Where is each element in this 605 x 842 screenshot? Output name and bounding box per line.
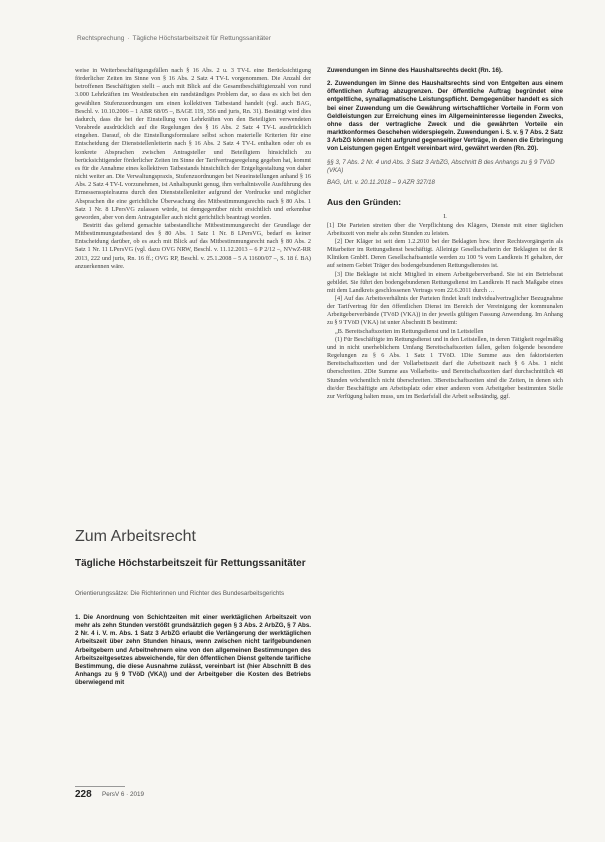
article-subtitle: Orientierungssätze: Die Richterinnen und Richter des Bundesarbeitsgerichts (75, 590, 285, 597)
grounds-heading: Aus den Gründen: (327, 196, 402, 207)
body-paragraph: Bestritt das geltend gemachte tatbestandliche Mitbestimmungsrecht der Grundlage der Mitbestimmungstatbestand des § 80 Abs. 1 Satz 1 Nr. 8 LPersVG, bedarf es keiner Entscheidung darüber, ob es auch mit Blick auf das Mitbestimmungsrecht nach § 80 Abs. 2 Satz 1 Nr. 11 LPersVG (vgl. dazu OVG NRW, Beschl. v. 11.12.2013 – 6 P 2/12 –, NVwZ-RR 2013, 222 und juris, Rn. 16 ff.; OVG RP, Beschl. v. 25.1.2008 – 5 A 11600/07 –, S. 18 f. BA) anzuerkennen wäre. (75, 221, 311, 270)
headnote-1: 1. Die Anordnung von Schichtzeiten mit einer werktäglichen Arbeitszeit von mehr als zehn Stunden verstößt grundsätzlich gegen § 3 Abs. 2 ArbZG, § 7 Abs. 2 Nr. 4 i. V. m. Abs. 1 Satz 3 ArbZG erlaubt die Verlängerung der werktäglichen Arbeitszeit über zehn Stunden hinaus, wenn zwischen nicht tarifgebundenen Arbeitgebern und Arbeitnehmern eine von den allgemeinen Bestimmungen des Arbeitszeitgesetzes abweichende, für den öffentlichen Dienst geltende tarifliche Bestimmung, die diese Ausnahme zulässt, vereinbart ist (hier Abschnitt B des Anhangs zu § 9 TVöD (VKA)) und der Arbeitgeber die Kosten des Betriebs überwiegend mit (75, 614, 311, 687)
article-title: Tägliche Höchstarbeitszeit für Rettungssanitäter (75, 558, 306, 569)
footer-rule (75, 786, 125, 787)
running-header: Rechtsprechung · Tägliche Höchstarbeitszeit für Rettungssanitäter (77, 35, 271, 42)
journal-footer: PersV 6 · 2019 (102, 791, 145, 798)
grounds-paragraph: [4] Auf das Arbeitsverhältnis der Parteien findet kraft individualvertraglicher Bezugnahme der Tarifvertrag für den öffentlichen Dienst im Bereich der Vereinigung der kommunalen Arbeitgeberverbände (TVöD (VKA)) in der jeweils gültigen Fassung Anwendung. Im Anhang zu § 9 TVöD (VKA) ist unter Abschnitt B bestimmt: (327, 294, 563, 327)
court-citation: BAG, Urt. v. 20.11.2018 – 9 AZR 327/18 (327, 178, 435, 186)
headnote-1-end: Zuwendungen im Sinne des Haushaltsrechts deckt (Rn. 16). (327, 67, 503, 74)
left-column (75, 67, 311, 271)
running-header-issue: Rechtsprechung (77, 35, 125, 42)
body-paragraph: weise in Weiterbeschäftigungsfällen nach § 16 Abs. 2 u. 3 TV-L eine Berücksichtigung förderlicher Zeiten im Sinne von § 16 Abs. 2 Satz 4 TV-L vorgenommen. Die Anzahl der betroffenen Beschäftigten stellt – auch mit Blick auf die Gesamtbeschäftigtenzahl von rund 3.000 Lehrkräften im Westdeutschen ein randständiges Problem dar, so dass es sich bei den gewählten Stufenzuordnungen um einen kollektiven Tatbestand handelt (vgl. auch BAG, Beschl. v. 10.10.2006 – 1 ABR 68/05 –, BAGE 119, 356 und juris, Rn. 31). Bestätigt wird dies dadurch, dass die bei der Einstellung von Lehrkräften von den Beteiligten verwendeten Vorabrede ausdrücklich auf die Regelungen des § 16 Abs. 2 Satz 4 TV-L ausdrücklich eingehen. Darauf, ob die Einstellungsformulare selbst schon materielle Kriterien für eine Entscheidung der Dienststellenleiterin nach § 16 Abs. 2 Satz 4 TV-L enthalten oder ob es konkrete Absprachen zwischen Antragsteller und Beteiligtem hinsichtlich zu berücksichtigender förderlicher Zeiten im Sinne der Tarifvertragsregelung gegeben hat, kommt es für die Annahme eines kollektiven Tatbestands hinsichtlich der Entgeltgestaltung von daher nicht weiter an. Die Verwaltungspraxis, Stufenzuordnungen bei Neueinstellungen anhand § 16 Abs. 2 Satz 4 TV-L vorzunehmen, ist Anhaltspunkt genug, ihm verhaltnisvolle Ausführung des Ermessensspielraums durch den Dienststellenleiter aufgrund der Vordrucke und möglicher Absprachen die eine gerichtliche Überwachung des Mitbestimmungsrechts nach § 80 Abs. 1 Satz 1 Nr. 8 LPersVG zulassen würde, ist demgegenüber nicht ersichtlich und erkennbar geworden, aber von dem Antragsteller auch nicht gerichtlich beantragt worden. (75, 67, 311, 221)
right-column (327, 67, 563, 401)
page-number: 228 (75, 789, 92, 800)
section-title: Zum Arbeitsrecht (75, 528, 196, 545)
grounds-paragraph: [3] Die Beklagte ist nicht Mitglied in einem Arbeitgeberverband. Sie ist ein Betriebsrat gebildet. Sie führt den bodengebundenen Rettungsdienst im Landkreis H nach Maßgabe eines mit dem Landkreis geschlossenen Vertrags vom 22.6.2011 durch … (327, 270, 563, 294)
grounds-paragraph: [1] Die Parteien streiten über die Verpflichtung des Klägers, Dienste mit einer täglichen Arbeitszeit von mehr als zehn Stunden zu leisten. (327, 221, 563, 237)
norm-citation: §§ 3, 7 Abs. 2 Nr. 4 und Abs. 3 Satz 3 ArbZG, Abschnitt B des Anhangs zu § 9 TVöD (VKA) (327, 158, 555, 174)
grounds-quote-body: (1) Für Beschäftigte im Rettungsdienst und in den Leitstellen, in deren Tätigkeit regelmäßig und in nicht unerheblichem Umfang Bereitschaftszeiten fallen, gelten folgende besondere Regelungen zu § 6 Abs. 1 Satz 1 TVöD. 1Die Summe aus den faktorisierten Bereitschaftszeiten und der Vollarbeitszeit darf die Arbeitszeit nach § 6 Abs. 1 nicht überschreiten. 2Die Summe aus Vollarbeits- und Bereitschaftszeiten darf durchschnittlich 48 Stunden wöchentlich nicht überschreiten. 3Bereitschaftszeiten sind die Zeiten, in denen sich die/der Beschäftigte am Arbeitsplatz oder einer anderen vom Arbeitgeber bestimmten Stelle zur Verfügung halten muss, um im Bedarfsfall die Arbeit selbständig, ggf. (327, 335, 563, 400)
grounds-quote-heading: „B. Bereitschaftszeiten im Rettungsdienst und in Leitstellen (335, 327, 484, 335)
grounds-paragraph: [2] Der Kläger ist seit dem 1.2.2010 bei der Beklagten bzw. ihrer Rechtsvorgängerin als Mitarbeiter im Rettungsdienst beschäftigt. Alleinige Gesellschafterin der Beklagten ist der R Kliniken GmbH. Deren Gesellschaftsanteile werden zu 100 % vom Landkreis H gehalten, der auf seinem Gebiet Träger des bodengebundenen Rettungsdienstes ist. (327, 237, 563, 270)
headnote-2: 2. Zuwendungen im Sinne des Haushaltsrechts sind von Entgelten aus einem öffentlichen Auftrag abzugrenzen. Der öffentliche Auftrag begründet eine entgeltliche, synallagmatische Leistungspflicht. Demgegenüber handelt es sich bei einer Zuwendung um die Gewährung wirtschaftlicher Vorteile in Form von Geldleistungen zur Erreichung eines im Allgemeininteresse liegenden Zwecks, ohne dass der vertragliche Zweck und die gewährten Vorteile ein marktkonformes Geschehen widerspiegeln. Zuwendungen i. S. v. § 7 Abs. 2 Satz 3 ArbZG können nicht aufgrund gegenseitiger Verträge, in denen die Erbringung von Leistungen gegen Entgelt vereinbart wird, gewährt werden (Rn. 20). (327, 80, 563, 153)
headnote-continued (327, 67, 563, 154)
running-header-section: Tägliche Höchstarbeitszeit für Rettungssanitäter (132, 35, 271, 42)
roman-numeral: I. (443, 212, 447, 220)
